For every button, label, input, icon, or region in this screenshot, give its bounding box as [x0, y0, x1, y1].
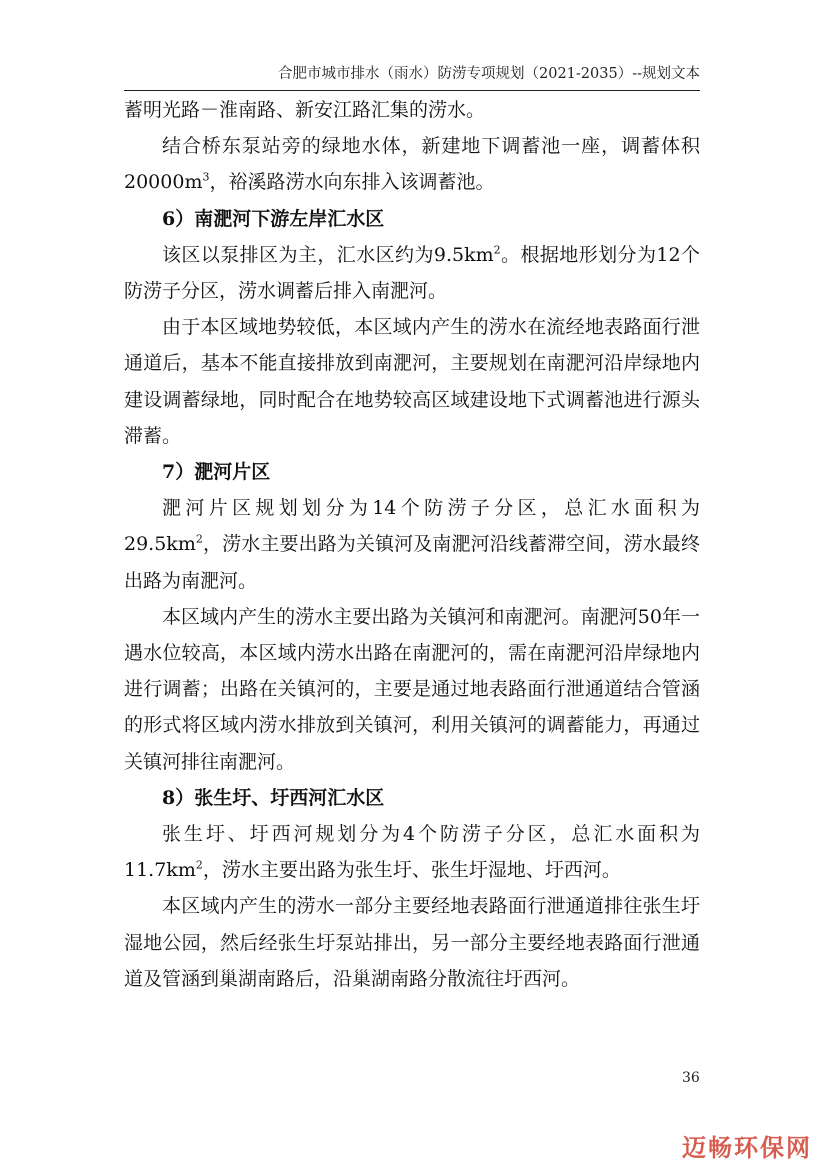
paragraph: 本区域内产生的涝水主要出路为关镇河和南淝河。南淝河50年一遇水位较高，本区域内涝水出路在南淝河的，需在南淝河沿岸绿地内进行调蓄；出路在关镇河的，主要是通过地表路面行泄通道结合管涵的形式将区域内涝水排放到关镇河，利用关镇河的调蓄能力，再通过关镇河排往南淝河。: [124, 605, 700, 773]
paragraph: 由于本区域地势较低，本区域内产生的涝水在流经地表路面行泄通道后，基本不能直接排放到南淝河，主要规划在南淝河沿岸绿地内建设调蓄绿地，同时配合在地势较高区域建设地下式调蓄池进行源头滞蓄。: [124, 316, 700, 447]
paragraph: 张生圩、圩西河规划分为4个防涝子分区，总汇水面积为$11.7km^2$，涝水主要出路为张生圩、张生圩湿地、圩西河。: [124, 823, 700, 882]
section-heading: 8）张生圩、圩西河汇水区: [162, 786, 385, 809]
paragraph: 蓄明光路－淮南路、新安江路汇集的涝水。: [124, 99, 486, 121]
paragraph: 淝河片区规划划分为14个防涝子分区，总汇水面积为$29.5km^2$，涝水主要出路为关镇河及南淝河沿线蓄滞空间，涝水最终出路为南淝河。: [124, 497, 700, 592]
paragraph: 结合桥东泵站旁的绿地水体，新建地下调蓄池一座，调蓄体积$20000m^3$，裕溪路涝水向东排入该调蓄池。: [124, 135, 700, 194]
document-body: [124, 92, 700, 997]
watermark-logo: 迈畅环保网: [682, 1134, 812, 1162]
paragraph: 该区以泵排区为主，汇水区约为$9.5km^2$。根据地形划分为12个防涝子分区，涝水调蓄后排入南淝河。: [124, 243, 700, 303]
document-header: 合肥市城市排水（雨水）防涝专项规划（2021-2035）--规划文本: [278, 66, 700, 82]
section-heading: 7）淝河片区: [162, 461, 271, 484]
section-heading: 6）南淝河下游左岸汇水区: [162, 207, 385, 230]
paragraph: 本区域内产生的涝水一部分主要经地表路面行泄通道排往张生圩湿地公园，然后经张生圩泵站排出，另一部分主要经地表路面行泄通道及管涵到巢湖南路后，沿巢湖南路分散流往圩西河。: [124, 895, 700, 990]
page-number: 36: [682, 1070, 700, 1086]
header-divider: [124, 90, 700, 91]
